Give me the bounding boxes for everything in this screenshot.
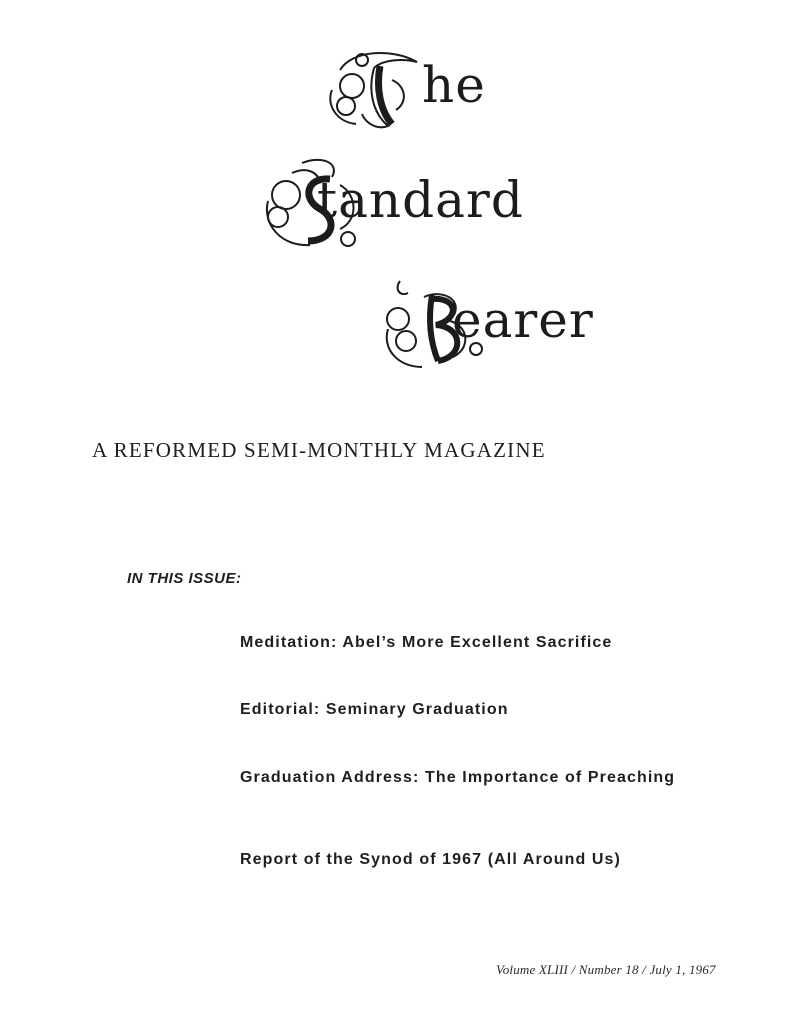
masthead-line-standard: [262, 155, 582, 255]
masthead-text-he: he: [422, 56, 486, 114]
flourish-icon: [322, 40, 432, 140]
magazine-subtitle: A REFORMED SEMI-MONTHLY MAGAZINE: [92, 438, 546, 462]
contents-item-graduation-address: Graduation Address: The Importance of Preaching: [240, 769, 676, 786]
contents-item-meditation: Meditation: Abel’s More Excellent Sacrifice: [240, 634, 613, 651]
issue-info: Volume XLIII / Number 18 / July 1, 1967: [496, 962, 716, 977]
in-this-issue-heading: IN THIS ISSUE:: [127, 570, 242, 587]
masthead-text-earer: earer: [452, 291, 594, 349]
masthead-line-bearer: [380, 275, 660, 375]
masthead-text-tandard: tandard: [317, 171, 524, 229]
masthead-line-the: [322, 40, 542, 140]
decorative-initial-t: [322, 40, 432, 140]
contents-item-editorial: Editorial: Seminary Graduation: [240, 701, 509, 718]
contents-item-synod-report: Report of the Synod of 1967 (All Around Us): [240, 851, 621, 868]
